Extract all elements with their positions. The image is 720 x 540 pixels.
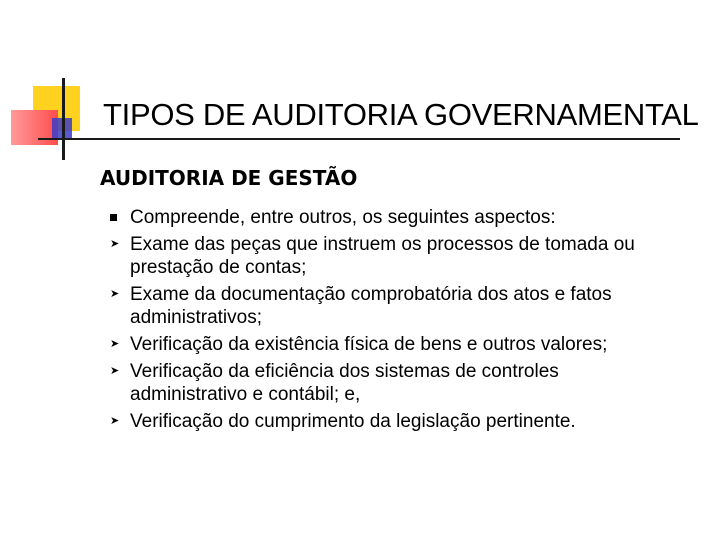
title-underline-rule	[38, 138, 680, 140]
list-item	[110, 333, 670, 356]
list-item-text: Exame da documentação comprobatória dos atos e fatos administrativos;	[130, 284, 612, 328]
bullet-list	[110, 206, 670, 437]
arrow-bullet-icon: ➤	[110, 288, 120, 300]
list-item-text: Verificação da existência física de bens e outros valores;	[130, 334, 608, 355]
arrow-bullet-icon: ➤	[110, 338, 120, 350]
list-item	[110, 410, 670, 433]
list-item	[110, 206, 670, 229]
slide-title: TIPOS DE AUDITORIA GOVERNAMENTAL	[103, 97, 699, 132]
list-item-text: Compreende, entre outros, os seguintes aspectos:	[130, 207, 556, 228]
list-item	[110, 233, 670, 279]
list-item	[110, 360, 670, 406]
decorative-vertical-rule	[62, 78, 65, 160]
arrow-bullet-icon: ➤	[110, 365, 120, 377]
list-item-text: Verificação da eficiência dos sistemas de controles administrativo e contábil; e,	[130, 361, 559, 405]
square-bullet-icon	[110, 206, 122, 229]
arrow-bullet-icon: ➤	[110, 415, 120, 427]
list-item-text: Verificação do cumprimento da legislação pertinente.	[130, 411, 576, 432]
arrow-bullet-icon: ➤	[110, 238, 120, 250]
list-item	[110, 283, 670, 329]
slide-subtitle: AUDITORIA DE GESTÃO	[100, 166, 358, 190]
list-item-text: Exame das peças que instruem os processos de tomada ou prestação de contas;	[130, 234, 635, 278]
